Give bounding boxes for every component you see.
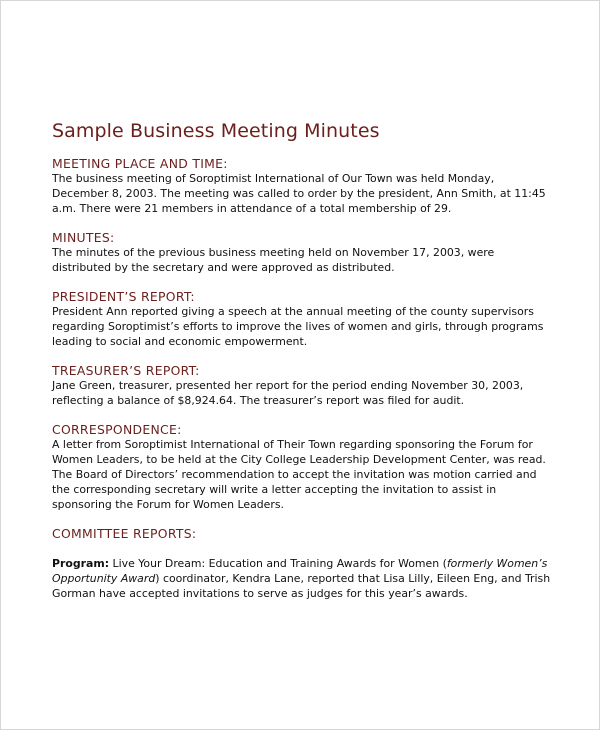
section-body: A letter from Soroptimist International of Their Town regarding sponsoring the Forum for Women Leaders, to be held at the City College Leadership Development Center, was read. The Board of Directors’ recommendation to accept the invitation was motion carried and the corresponding secretary will write a letter accepting the invitation to assist in sponsoring the Forum for Women Leaders. (52, 438, 546, 511)
program-report (52, 556, 592, 601)
program-text: Live Your Dream: Education and Training Awards for Women ( (109, 557, 447, 570)
program-label: Program: (52, 557, 110, 570)
section-meeting-place-and-time (52, 156, 592, 216)
section-heading: PRESIDENT’S REPORT: (52, 289, 195, 304)
section-presidents-report (52, 289, 592, 349)
document-title: Sample Business Meeting Minutes (52, 120, 380, 142)
section-body: The minutes of the previous business meeting held on November 17, 2003, were distributed by the secretary and were approved as distributed. (52, 246, 495, 274)
program-text-continued: ) coordinator, Kendra Lane, reported that Lisa Lilly, Eileen Eng, and Trish Gorman have accepted invitations to serve as judges for this year’s awards. (52, 572, 551, 600)
section-body: Jane Green, treasurer, presented her report for the period ending November 30, 2003, reflecting a balance of $8,924.64. The treasurer’s report was filed for audit. (52, 379, 524, 407)
section-minutes (52, 230, 592, 275)
section-heading: TREASURER’S REPORT: (52, 363, 200, 378)
section-correspondence (52, 422, 592, 512)
section-committee-reports (52, 526, 592, 601)
section-body: President Ann reported giving a speech at the annual meeting of the county supervisors regarding Soroptimist’s efforts to improve the lives of women and girls, through programs leading to social and economic empowerment. (52, 305, 544, 348)
section-body: The business meeting of Soroptimist International of Our Town was held Monday, December 8, 2003. The meeting was called to order by the president, Ann Smith, at 11:45 a.m. There were 21 members in attendance of a total membership of 29. (52, 172, 546, 215)
section-heading: CORRESPONDENCE: (52, 422, 182, 437)
program-former-name: formerly Women’s Opportunity Award (52, 557, 548, 585)
document-content (52, 118, 592, 601)
section-treasurers-report (52, 363, 592, 408)
section-heading: MINUTES: (52, 230, 115, 245)
section-heading: MEETING PLACE AND TIME: (52, 156, 228, 171)
section-heading: COMMITTEE REPORTS: (52, 526, 197, 541)
